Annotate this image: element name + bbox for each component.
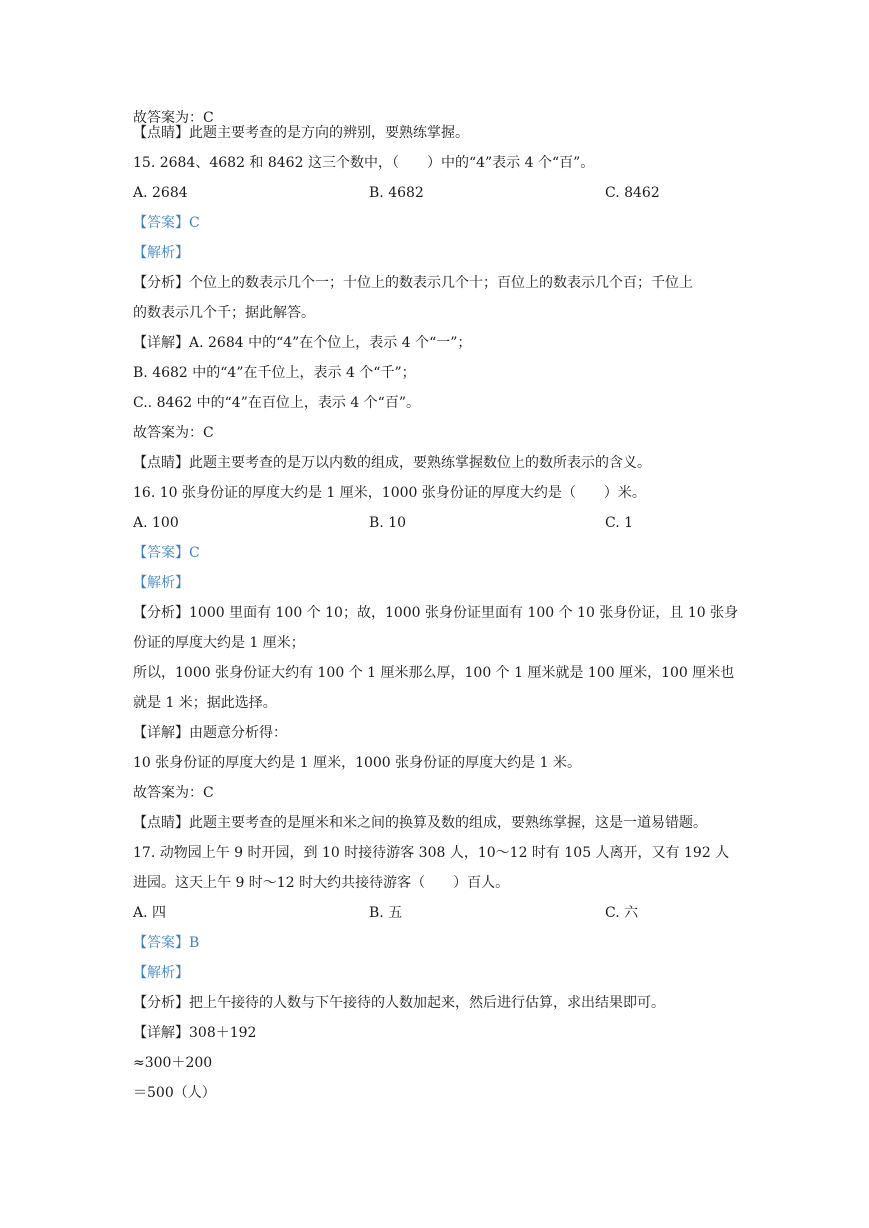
text-line: 故答案为：C — [133, 785, 214, 801]
choice-option: B. 10 — [369, 515, 407, 531]
text-line: 【详解】A. 2684 中的“4”在个位上，表示 4 个“一”； — [133, 335, 472, 351]
text-line: ＝500（人） — [133, 1085, 216, 1101]
text-line: 16. 10 张身份证的厚度大约是 1 厘米，1000 张身份证的厚度大约是（ ）米。 — [133, 485, 646, 501]
section-label: 【解析】 — [133, 965, 189, 981]
choice-option: A. 100 — [133, 515, 179, 531]
text-line: B. 4682 中的“4”在千位上，表示 4 个“千”； — [133, 365, 416, 381]
section-label: 【答案】C — [133, 545, 200, 561]
text-line: 【点睛】此题主要考查的是厘米和米之间的换算及数的组成，要熟练掌握，这是一道易错题。 — [133, 815, 707, 831]
text-line: 所以，1000 张身份证大约有 100 个 1 厘米那么厚，100 个 1 厘米就是 100 厘米，100 厘米也 — [133, 665, 735, 681]
choice-option: A. 2684 — [133, 185, 188, 201]
choice-option: C. 8462 — [605, 185, 660, 201]
text-line: 就是 1 米；据此选择。 — [133, 695, 277, 711]
section-label: 【答案】C — [133, 215, 200, 231]
text-line: 故答案为：C — [133, 110, 214, 126]
section-label: 【解析】 — [133, 245, 189, 261]
choice-option: A. 四 — [133, 905, 167, 921]
text-line: 【详解】由题意分析得： — [133, 725, 287, 741]
choice-option: C. 六 — [605, 905, 639, 921]
choice-option: B. 五 — [369, 905, 403, 921]
text-line: 【详解】308＋192 — [133, 1025, 257, 1041]
text-line: 【分析】个位上的数表示几个一；十位上的数表示几个十；百位上的数表示几个百；千位上 — [133, 275, 693, 291]
section-label: 【答案】B — [133, 935, 200, 951]
text-line: 份证的厚度大约是 1 厘米； — [133, 635, 305, 651]
choice-option: C. 1 — [605, 515, 634, 531]
text-line: 17. 动物园上午 9 时开园，到 10 时接待游客 308 人，10～12 时有 105 人离开，又有 192 人 — [133, 845, 730, 861]
text-line: C.. 8462 中的“4”在百位上，表示 4 个“百”。 — [133, 395, 420, 411]
text-line: 【分析】1000 里面有 100 个 10；故，1000 张身份证里面有 100 个 10 张身份证，且 10 张身 — [133, 605, 739, 621]
text-line: 进园。这天上午 9 时～12 时大约共接待游客（ ）百人。 — [133, 875, 510, 891]
choice-option: B. 4682 — [369, 185, 424, 201]
text-line: ≈300＋200 — [133, 1055, 213, 1071]
text-line: 的数表示几个千；据此解答。 — [133, 305, 315, 321]
text-line: 【点睛】此题主要考查的是方向的辨别，要熟练掌握。 — [133, 125, 469, 141]
text-line: 【分析】把上午接待的人数与下午接待的人数加起来，然后进行估算，求出结果即可。 — [133, 995, 665, 1011]
text-line: 10 张身份证的厚度大约是 1 厘米，1000 张身份证的厚度大约是 1 米。 — [133, 755, 581, 771]
text-line: 15. 2684、4682 和 8462 这三个数中，（ ）中的“4”表示 4 个“百”。 — [133, 155, 595, 171]
text-line: 【点睛】此题主要考查的是万以内数的组成，要熟练掌握数位上的数所表示的含义。 — [133, 455, 651, 471]
section-label: 【解析】 — [133, 575, 189, 591]
text-line: 故答案为：C — [133, 425, 214, 441]
